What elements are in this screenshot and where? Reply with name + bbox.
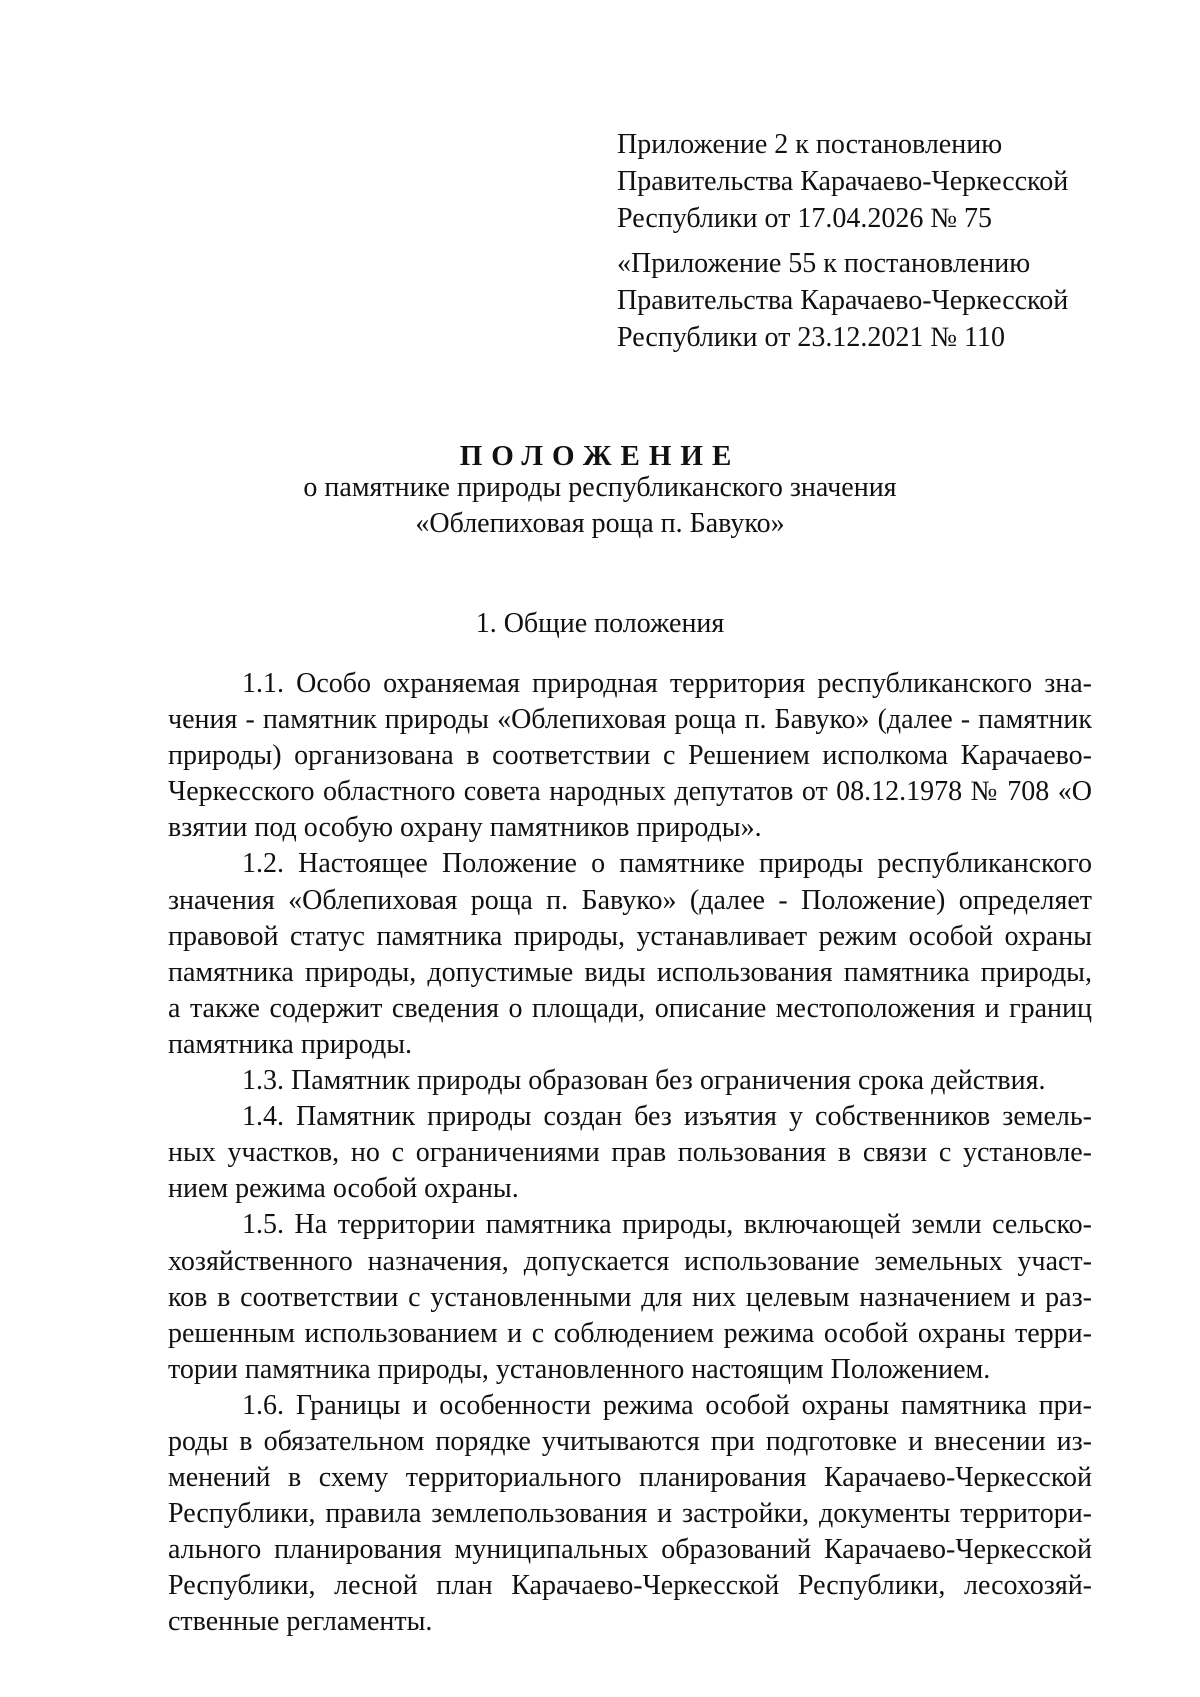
text-line: менений в схему территориального планирования Карачаево-Черкесской: [168, 1462, 1092, 1494]
paragraph-1-4: [168, 1099, 1092, 1207]
text-line: нием режима особой охраны.: [168, 1173, 519, 1205]
annex-previous-line: Республики от 23.12.2021 № 110: [617, 322, 1006, 353]
annex-current-line: Правительства Карачаево-Черкесской: [617, 166, 1069, 197]
text-line: Республики, лесной план Карачаево-Черкесской Республики, лесохозяй-: [168, 1570, 1092, 1602]
annex-current-line: Республики от 17.04.2026 № 75: [617, 203, 993, 234]
text-line: а также содержит сведения о площади, описание местоположения и границ: [168, 992, 1092, 1024]
subtitle-line: о памятнике природы республиканского значения: [303, 472, 897, 503]
body-text: [168, 666, 1092, 1641]
text-line: Республики, правила землепользования и застройки, документы территори-: [168, 1498, 1092, 1530]
text-line: 1.1. Особо охраняемая природная территория республиканского зна-: [242, 668, 1092, 699]
annex-previous-line: «Приложение 55 к постановлению: [617, 248, 1031, 279]
text-line: тории памятника природы, установленного настоящим Положением.: [168, 1353, 991, 1385]
text-line: ального планирования муниципальных образований Карачаево-Черкесской: [168, 1534, 1092, 1566]
document-title: ПОЛОЖЕНИЕ: [459, 440, 741, 472]
text-line: правовой статус памятника природы, устанавливает режим особой охраны: [168, 920, 1092, 952]
text-line: роды в обязательном порядке учитываются при подготовке и внесении из-: [168, 1425, 1092, 1457]
annex-previous-line: Правительства Карачаево-Черкесской: [617, 285, 1069, 316]
subtitle-line: «Облепиховая роща п. Бавуко»: [415, 508, 785, 539]
text-line: 1.5. На территории памятника природы, включающей земли сельско-: [242, 1209, 1092, 1241]
text-line: 1.6. Границы и особенности режима особой охраны памятника при-: [242, 1389, 1092, 1421]
paragraph-1-5: [168, 1207, 1092, 1387]
annex-current-reference: [617, 126, 1117, 237]
text-line: памятника природы, допустимые виды использования памятника природы,: [168, 956, 1092, 988]
text-line: 1.2. Настоящее Положение о памятнике природы республиканского: [242, 848, 1092, 880]
paragraph-1-2: [168, 846, 1092, 1063]
text-line: значения «Облепиховая роща п. Бавуко» (далее - Положение) определяет: [168, 884, 1092, 916]
paragraph-1-1: [168, 666, 1092, 846]
text-line: решенным использованием и с соблюдением режима особой охраны терри-: [168, 1317, 1092, 1349]
document-subtitle: [0, 470, 1200, 542]
annex-previous-reference: [617, 245, 1117, 356]
text-line: взятии под особую охрану памятников природы».: [168, 812, 762, 844]
text-line: ственные регламенты.: [168, 1606, 433, 1638]
text-line: хозяйственного назначения, допускается использование земельных участ-: [168, 1245, 1092, 1277]
text-line: 1.3. Памятник природы образован без ограничения срока действия.: [242, 1065, 1046, 1097]
section-heading: 1. Общие положения: [475, 608, 725, 639]
text-line: ков в соответствии с установленными для них целевым назначением и раз-: [168, 1281, 1092, 1313]
text-line: памятника природы.: [168, 1028, 413, 1060]
text-line: чения - памятник природы «Облепиховая роща п. Бавуко» (далее - памятник: [168, 704, 1092, 736]
text-line: Черкесского областного совета народных депутатов от 08.12.1978 № 708 «О: [168, 776, 1092, 808]
text-line: ных участков, но с ограничениями прав пользования в связи с установле-: [168, 1137, 1092, 1169]
text-line: природы) организована в соответствии с Решением исполкома Карачаево-: [168, 740, 1092, 772]
paragraph-1-6: [168, 1388, 1092, 1641]
text-line: 1.4. Памятник природы создан без изъятия у собственников земель-: [242, 1101, 1092, 1133]
annex-current-line: Приложение 2 к постановлению: [617, 129, 1003, 160]
paragraph-1-3: [168, 1063, 1092, 1099]
